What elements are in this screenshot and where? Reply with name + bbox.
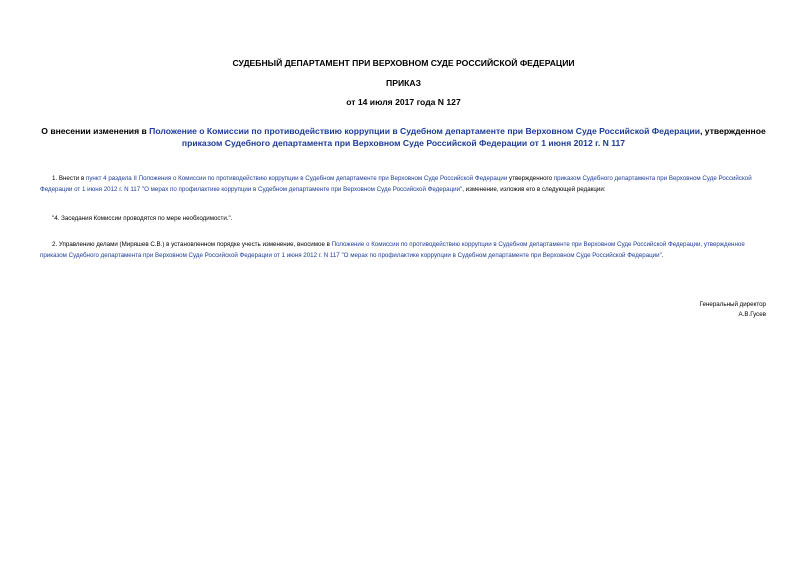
signature-position: Генеральный директор xyxy=(699,301,766,308)
p1-text-end: , изменение, изложив его в следующей редакции: xyxy=(462,185,606,193)
subject-middle: , утвержденное xyxy=(700,126,766,136)
date-number-heading: от 14 июля 2017 года N 127 xyxy=(346,97,461,107)
subject-link-order[interactable]: приказом Судебного департамента при Верховном Суде Российской Федерации от 1 июня 2012 г. N 117 xyxy=(181,138,626,148)
p3-text-start: 2. Управлению делами (Миряшев С.В.) в установленном порядке учесть изменение, вносимое в xyxy=(52,241,332,248)
p3-text-end: . xyxy=(661,251,664,259)
p1-text-mid: утвержденного xyxy=(507,175,554,182)
subject-link-regulation[interactable]: Положение о Комиссии по противодействию коррупции в Судебном департаменте при Верховном Суде Российской Федерации xyxy=(149,126,701,136)
department-heading: СУДЕБНЫЙ ДЕПАРТАМЕНТ ПРИ ВЕРХОВНОМ СУДЕ РОССИЙСКОЙ ФЕДЕРАЦИИ xyxy=(232,58,575,68)
p1-link-section[interactable]: пункт 4 раздела II Положения о Комиссии по противодействию коррупции в Судебном департаменте при Верховном Суде Российской Федерации xyxy=(85,175,508,182)
signature-name: А.В.Гусев xyxy=(738,311,766,318)
paragraph-3 xyxy=(40,240,770,261)
document-type-heading: ПРИКАЗ xyxy=(386,78,421,88)
p3-link-regulation[interactable]: Положение о Комиссии по противодействию коррупции в Судебном департаменте при Верховном Суде Российской Федерации, утвержденное приказом Судебного департамента при Верховном Суде Российской Федерации от 1 июня 2012 г. N 117 "О мерах по профилактике коррупции в Судебном департаменте при Верховном Суде Российской Федерации" xyxy=(40,241,745,259)
subject-prefix: О внесении изменения в xyxy=(41,126,150,136)
paragraph-2 xyxy=(40,214,770,225)
signature-block xyxy=(700,300,766,320)
p2-text: "4. Заседания Комиссии проводятся по мере необходимости.". xyxy=(52,215,233,222)
p1-text-start: 1. Внести в xyxy=(52,175,86,182)
document-subject xyxy=(40,125,767,149)
p1-link-order[interactable]: приказом Судебного департамента при Верховном Суде Российской Федерации от 1 июня 2012 г. N 117 "О мерах по профилактике коррупции в Судебном департаменте при Верховном Суде Российской Федерации" xyxy=(40,175,752,193)
paragraph-1 xyxy=(40,174,770,195)
